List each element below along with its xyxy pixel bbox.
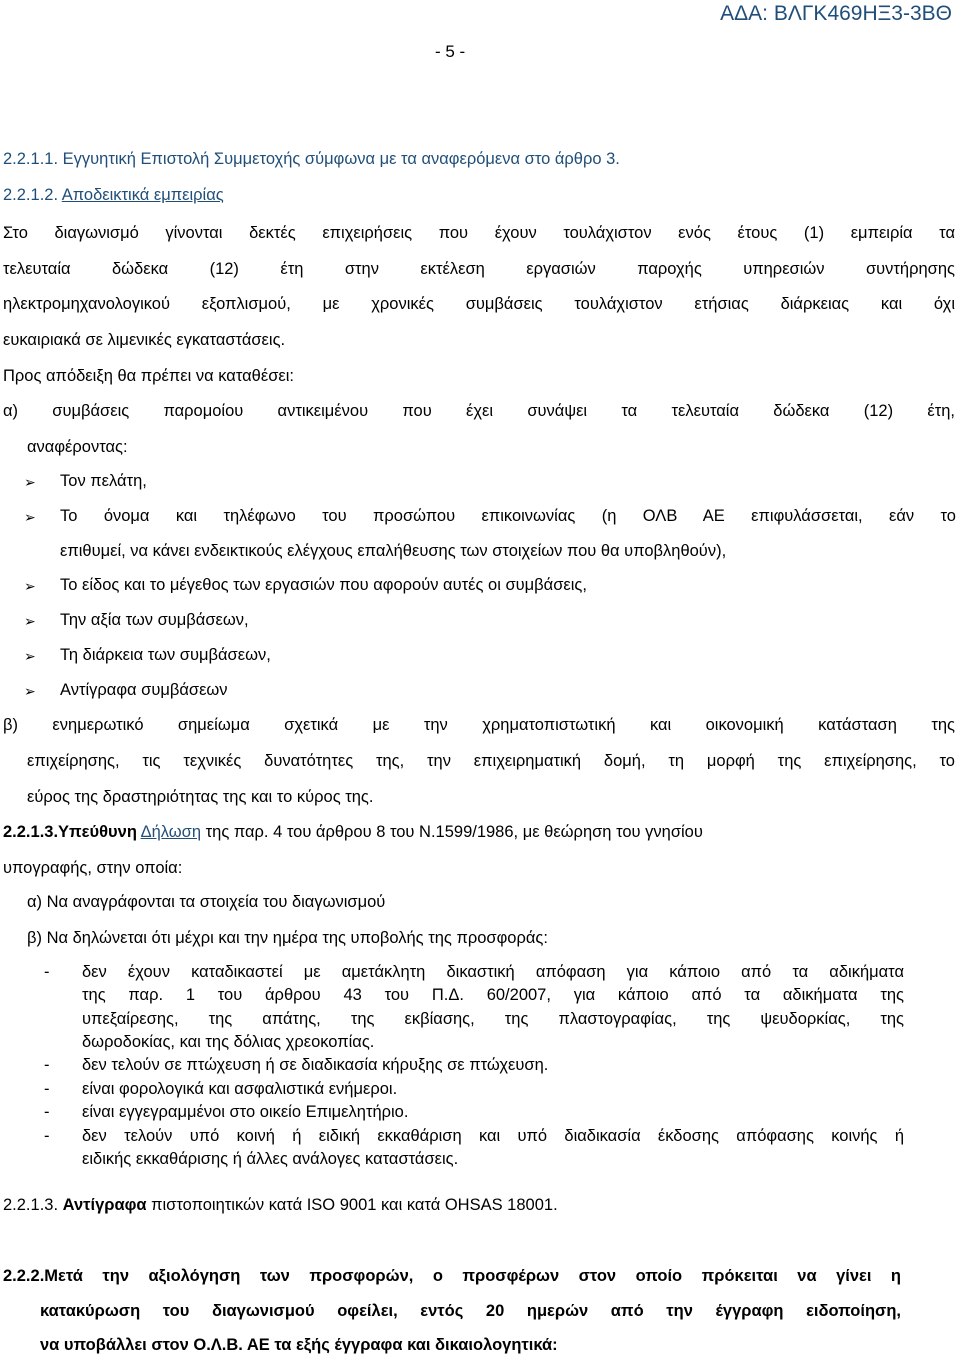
item-b-line: επιχείρησης, τις τεχνικές δυνατότητες της, την επιχειρηματική δομή, τη μορφή της επιχείρησης, το [27, 752, 955, 770]
item-b-line: εύρος της δραστηριότητας της και το κύρος της. [27, 788, 374, 806]
dash-bullet: - [44, 1103, 50, 1121]
paragraph-line: ευκαιριακά σε λιμενικές εγκαταστάσεις. [3, 331, 286, 349]
dash-item-line: είναι φορολογικά και ασφαλιστικά ενήμεροι. [82, 1080, 398, 1098]
section-text: της παρ. 4 του άρθρου 8 του Ν.1599/1986, με θεώρηση του γνησίου [201, 823, 703, 841]
dash-item-line: ειδικής εκκαθάρισης ή άλλες ανάλογες καταστάσεις. [82, 1150, 459, 1168]
section-title: Αποδεικτικά εμπειρίας [61, 186, 224, 204]
bullet-item: Την αξία των συμβάσεων, [60, 611, 249, 629]
dash-item-line: υπεξαίρεσης, της απάτης, της εκβίασης, της πλαστογραφίας, της ψευδορκίας, της [82, 1010, 904, 1028]
section-2-2-2-line: 2.2.2.Μετά την αξιολόγηση των προσφορών, ο προσφέρων στον οποίο πρόκειται να γίνει η [3, 1267, 901, 1285]
section-text: πιστοποιητικών κατά ISO 9001 και κατά OHSAS 18001. [146, 1196, 558, 1214]
item-a-line: α) Να αναγράφονται τα στοιχεία του διαγωνισμού [27, 893, 386, 911]
item-a-line: αναφέροντας: [27, 438, 128, 456]
section-2-2-1-1 [3, 150, 960, 169]
dash-bullet: - [44, 963, 50, 981]
dash-bullet: - [44, 1127, 50, 1145]
arrow-bullet-icon: ➢ [24, 474, 36, 490]
bullet-item-continuation: επιθυμεί, να κάνει ενδεικτικούς ελέγχους επαλήθευσης των στοιχείων που θα υποβληθούν), [60, 542, 727, 560]
page-number: - 5 - [435, 42, 466, 61]
dash-item-line: της παρ. 1 του άρθρου 43 του Π.Δ. 60/2007, για κάποιο από τα αδικήματα της [82, 986, 904, 1004]
section-2-2-2-line: να υποβάλλει στον Ο.Λ.Β. ΑΕ τα εξής έγγραφα και δικαιολογητικά: [40, 1336, 558, 1354]
bullet-item: Αντίγραφα συμβάσεων [60, 681, 228, 699]
section-number: 2.2.1.3. [3, 1196, 59, 1214]
dash-item-line: δεν τελούν σε πτώχευση ή σε διαδικασία κήρυξης σε πτώχευση. [82, 1056, 549, 1074]
dash-item-line: δωροδοκίας, και της δόλιας χρεοκοπίας. [82, 1033, 375, 1051]
item-a-line: α) συμβάσεις παρομοίου αντικειμένου που έχει συνάψει τα τελευταία δώδεκα (12) έτη, [3, 402, 955, 420]
section-number: 2.2.1.2. [3, 186, 59, 204]
section-title: Υπεύθυνη [58, 823, 137, 841]
bullet-item: Τη διάρκεια των συμβάσεων, [60, 646, 271, 664]
paragraph-line: ηλεκτρομηχανολογικού εξοπλισμού, με χρονικές συμβάσεις τουλάχιστον ετήσιας διάρκειας και όχι [3, 295, 955, 313]
paragraph-line: τελευταία δώδεκα (12) έτη στην εκτέλεση εργασιών παροχής υπηρεσιών συντήρησης [3, 260, 955, 278]
section-title: Εγγυητική Επιστολή Συμμετοχής [62, 150, 301, 168]
ada-code: ΑΔΑ: ΒΛΓΚ469ΗΞ3-3ΒΘ [720, 2, 952, 25]
dash-bullet: - [44, 1056, 50, 1074]
section-2-2-2-line: κατακύρωση του διαγωνισμού οφείλει, εντός 20 ημερών από την έγγραφη ειδοποίηση, [40, 1302, 901, 1320]
section-2-2-1-2-heading [3, 186, 960, 205]
paragraph-line: Στο διαγωνισμό γίνονται δεκτές επιχειρήσεις που έχουν τουλάχιστον ενός έτους (1) εμπειρία τα [3, 224, 955, 242]
section-number: 2.2.1.1. [3, 150, 59, 168]
section-text: σύμφωνα με τα αναφερόμενα στο άρθρο 3. [300, 150, 620, 168]
arrow-bullet-icon: ➢ [24, 683, 36, 699]
item-b-line: β) Να δηλώνεται ότι μέχρι και την ημέρα της υποβολής της προσφοράς: [27, 929, 548, 947]
paragraph-line: Προς απόδειξη θα πρέπει να καταθέσει: [3, 367, 294, 385]
paragraph-line: υπογραφής, στην οποία: [3, 859, 183, 877]
arrow-bullet-icon: ➢ [24, 613, 36, 629]
arrow-bullet-icon: ➢ [24, 648, 36, 664]
dash-item-line: δεν έχουν καταδικαστεί με αμετάκλητη δικαστική απόφαση για κάποιο από τα αδικήματα [82, 963, 904, 981]
dash-item-line: είναι εγγεγραμμένοι στο οικείο Επιμελητήριο. [82, 1103, 409, 1121]
bullet-item: Το είδος και το μέγεθος των εργασιών που αφορούν αυτές οι συμβάσεις, [60, 576, 587, 594]
section-2-2-1-3-heading [3, 823, 955, 842]
bullet-item: Το όνομα και τηλέφωνο του προσώπου επικοινωνίας (η ΟΛΒ ΑΕ επιφυλάσσεται, εάν το [60, 507, 956, 525]
section-title: Αντίγραφα [62, 1196, 147, 1214]
arrow-bullet-icon: ➢ [24, 578, 36, 594]
dash-bullet: - [44, 1080, 50, 1098]
bullet-item: Τον πελάτη, [60, 472, 147, 490]
section-number: 2.2.1.3. [3, 823, 59, 841]
section-2-2-1-3-copies [3, 1196, 960, 1215]
section-title-2: Δήλωση [140, 823, 202, 841]
dash-item-line: δεν τελούν υπό κοινή ή ειδική εκκαθάριση και υπό διαδικασία έκδοσης απόφασης κοινής ή [82, 1127, 904, 1145]
item-b-line: β) ενημερωτικό σημείωμα σχετικά με την χρηματοπιστωτική και οικονομική κατάσταση της [3, 716, 955, 734]
arrow-bullet-icon: ➢ [24, 509, 36, 525]
